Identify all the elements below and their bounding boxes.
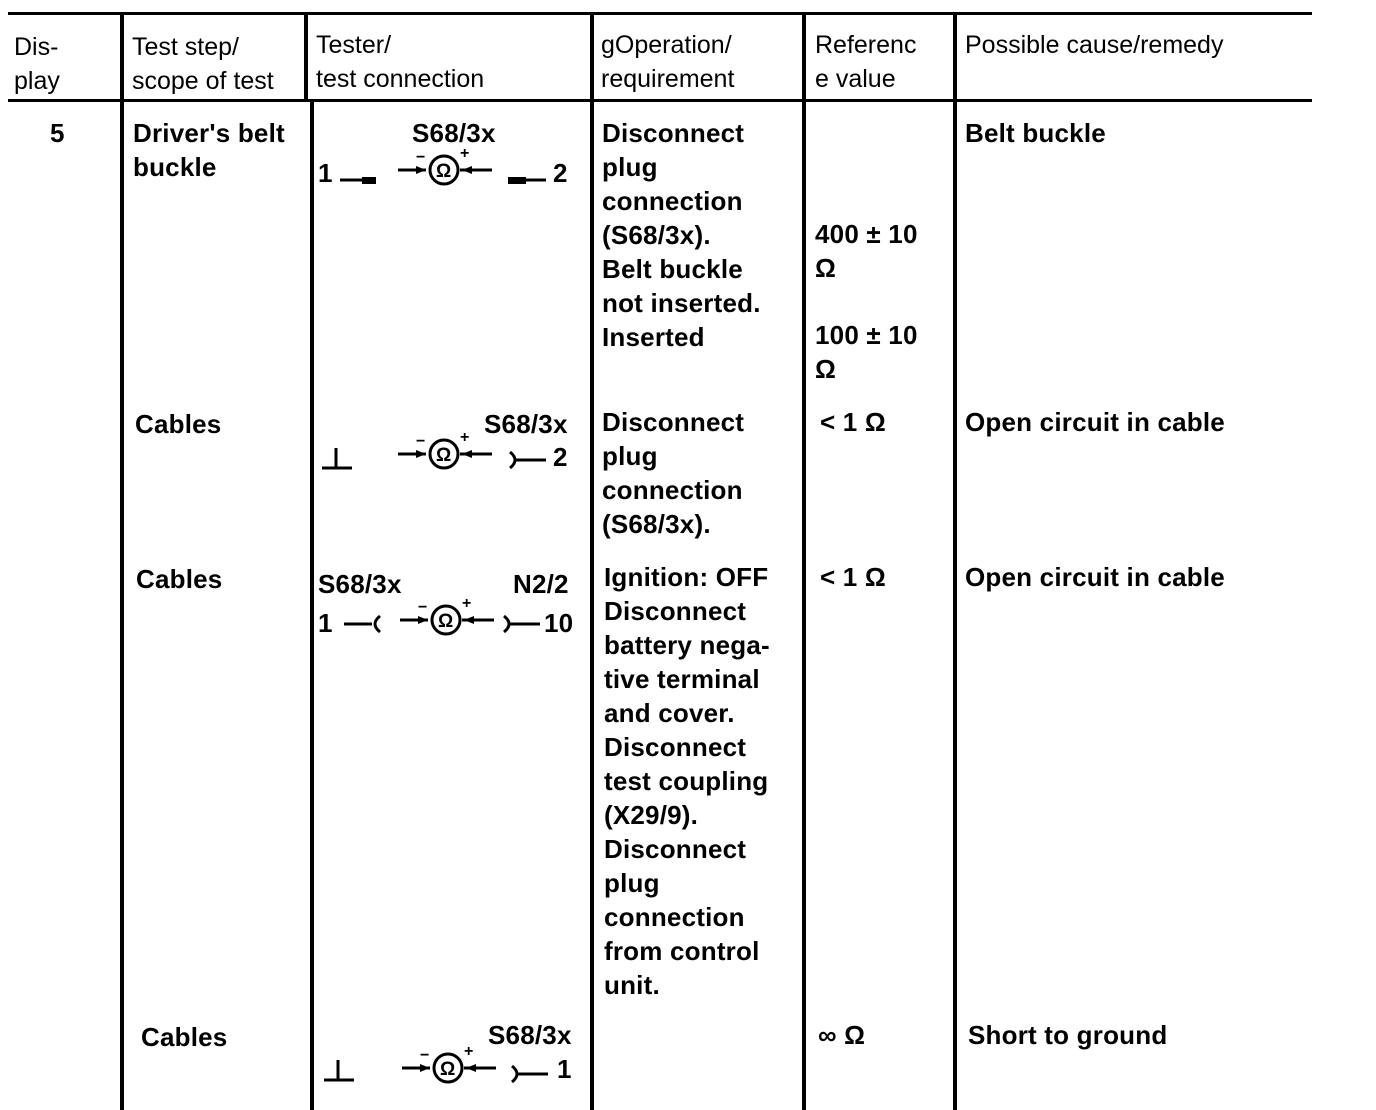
ohm-symbol: Ω [440, 1059, 456, 1080]
svg-text:−: − [416, 149, 426, 166]
svg-text:+: + [464, 1043, 474, 1060]
header-reference: Referenc e value [815, 31, 917, 93]
row4-ground-icon [322, 1058, 356, 1084]
column-divider-1 [120, 14, 124, 1110]
row3-test-step: Cables [136, 564, 223, 594]
column-divider-5 [953, 14, 957, 1110]
header-cause: Possible cause/remedy [965, 31, 1224, 59]
column-divider-4 [802, 14, 806, 1110]
row3-connector-right-icon [500, 612, 544, 636]
row4-ohmmeter-icon [396, 1044, 500, 1088]
row4-connector-right-icon [508, 1062, 552, 1086]
row1-test-step: Driver's belt buckle [133, 118, 285, 182]
row2-ground-icon [320, 446, 354, 472]
table-top-rule [8, 12, 1312, 15]
row2-reference: < 1 Ω [820, 407, 886, 437]
row3-connector-left-icon [342, 612, 386, 636]
row1-connector-left-icon [338, 172, 382, 188]
row2-connector-right-icon [506, 448, 550, 472]
row1-left-pin: 1 [318, 158, 333, 188]
row4-right-pin: 1 [557, 1054, 572, 1084]
svg-text:+: + [462, 595, 472, 612]
column-divider-2 [304, 14, 308, 100]
row1-reference-2: 100 ± 10 Ω [815, 320, 918, 384]
row3-right-pin: 10 [544, 608, 574, 638]
row2-tester-label: S68/3x [484, 409, 568, 439]
row4-test-step: Cables [141, 1022, 228, 1052]
row3-tester-left-label: S68/3x [318, 569, 402, 599]
header-tester: Tester/ test connection [316, 31, 485, 93]
column-divider-2b [310, 100, 314, 1110]
row1-right-pin: 2 [553, 158, 568, 188]
row1-display: 5 [50, 118, 65, 148]
header-display: Dis- play [14, 33, 60, 95]
row2-operation: Disconnect plug connection (S68/3x). [602, 407, 745, 539]
svg-text:−: − [420, 1047, 430, 1064]
row3-reference: < 1 Ω [820, 562, 886, 592]
row1-operation: Disconnect plug connection (S68/3x). Belt buckle not inserted. Inserted [602, 118, 761, 352]
row4-tester-label: S68/3x [488, 1020, 572, 1050]
row1-connector-right-icon [506, 172, 550, 188]
ohm-symbol: Ω [438, 611, 454, 632]
header-operation: gOperation/ requirement [601, 31, 735, 93]
svg-text:+: + [460, 145, 470, 162]
ohm-symbol: Ω [436, 445, 452, 466]
row3-operation: Ignition: OFF Disconnect battery nega- tive terminal and cover. Disconnect test coupling (X29/9). Disconnect plug connection from control unit. [604, 562, 770, 1000]
row1-reference-1: 400 ± 10 Ω [815, 219, 918, 283]
row2-cause: Open circuit in cable [965, 407, 1225, 437]
header-bottom-rule [8, 99, 1312, 102]
row2-ohmmeter-icon [392, 430, 496, 474]
row3-cause: Open circuit in cable [965, 562, 1225, 592]
row3-ohmmeter-icon [394, 596, 498, 640]
ohm-symbol: Ω [436, 161, 452, 182]
svg-text:−: − [418, 599, 428, 616]
header-test-step: Test step/ scope of test [132, 33, 274, 95]
row2-right-pin: 2 [553, 442, 568, 472]
svg-text:−: − [416, 433, 426, 450]
row3-left-pin: 1 [318, 608, 333, 638]
column-divider-3 [590, 14, 594, 1110]
row2-test-step: Cables [135, 409, 222, 439]
row3-tester-right-label: N2/2 [513, 569, 569, 599]
svg-text:+: + [460, 429, 470, 446]
row1-ohmmeter-icon [392, 146, 496, 190]
row4-cause: Short to ground [968, 1020, 1168, 1050]
row4-reference: ∞ Ω [818, 1020, 866, 1050]
row1-tester-label: S68/3x [412, 118, 496, 148]
row1-cause: Belt buckle [965, 118, 1106, 148]
